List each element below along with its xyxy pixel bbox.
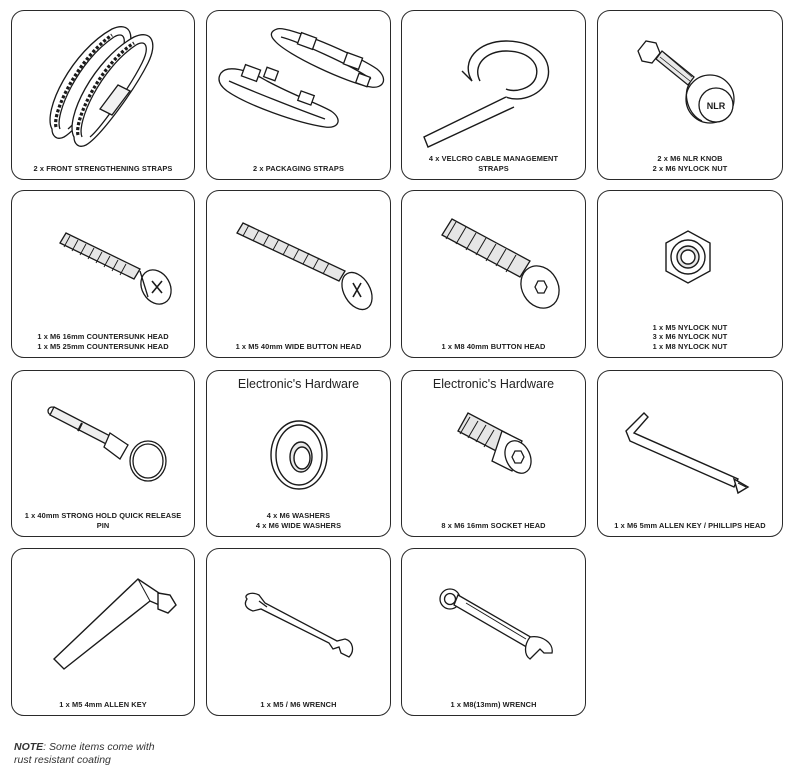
caption-line: 1 x M5 NYLOCK NUT	[652, 322, 728, 332]
caption-line: 2 x FRONT STRENGTHENING STRAPS	[33, 163, 173, 173]
caption-line: 2 x M6 NLR KNOB	[657, 154, 723, 163]
item-card-socket-head	[401, 370, 586, 537]
caption-line: 1 x M8 40mm BUTTON HEAD	[441, 341, 546, 351]
caption-line: 1 x M5 4mm ALLEN KEY	[59, 699, 147, 709]
item-card-nylock-nuts	[597, 190, 783, 358]
caption-line: PIN	[96, 520, 110, 530]
item-card-washers	[206, 370, 391, 537]
item-card-countersunk-head	[11, 190, 195, 358]
item-card-allen-key	[11, 548, 195, 716]
caption	[602, 323, 778, 352]
caption-line: 1 x M5 / M6 WRENCH	[260, 699, 337, 709]
caption	[211, 164, 386, 174]
front-strengthening-straps-image	[12, 11, 195, 180]
m5-m6-wrench-image	[207, 549, 391, 716]
caption-line: 3 x M6 NYLOCK NUT	[652, 332, 728, 341]
m8-button-head-screw-image	[402, 191, 586, 358]
caption-line: 8 x M6 16mm SOCKET HEAD	[441, 520, 546, 530]
item-card-m5-m6-wrench	[206, 548, 391, 716]
caption-line: 4 x M6 WASHERS	[266, 511, 331, 520]
allen-phillips-key-image	[598, 371, 783, 537]
caption-line: 2 x M6 NYLOCK NUT	[652, 163, 728, 173]
caption-line: 1 x M8(13mm) WRENCH	[450, 699, 537, 709]
caption	[16, 164, 190, 174]
caption	[406, 700, 581, 710]
caption	[406, 342, 581, 352]
caption-line: 4 x VELCRO CABLE MANAGEMENT	[428, 154, 559, 163]
socket-head-screw-image	[402, 371, 586, 537]
caption	[211, 342, 386, 352]
item-card-m8-button-head	[401, 190, 586, 358]
item-card-velcro-cable-straps	[401, 10, 586, 180]
note-text: rust resistant coating	[14, 754, 111, 766]
caption-line: 1 x 40mm STRONG HOLD QUICK RELEASE	[24, 511, 182, 520]
caption-line: 4 x M6 WIDE WASHERS	[255, 520, 342, 530]
note-text: : Some items come with	[43, 741, 155, 753]
caption-line: 1 x M8 NYLOCK NUT	[652, 341, 728, 351]
note-label: NOTE	[14, 741, 44, 753]
item-card-nlr-knob	[597, 10, 783, 180]
caption-line: 1 x M6 5mm ALLEN KEY / PHILLIPS HEAD	[614, 520, 766, 530]
caption	[406, 154, 581, 173]
caption-line: 2 x PACKAGING STRAPS	[253, 163, 344, 173]
caption	[211, 700, 386, 710]
wide-button-head-screw-image	[207, 191, 391, 358]
caption-line: 1 x M5 25mm COUNTERSUNK HEAD	[37, 341, 169, 351]
caption	[602, 154, 778, 173]
item-card-front-strengthening-straps	[11, 10, 195, 180]
card-header: Electronic's Hardware	[432, 377, 555, 391]
item-card-packaging-straps	[206, 10, 391, 180]
caption-line: 1 x M6 16mm COUNTERSUNK HEAD	[37, 332, 169, 341]
caption	[16, 700, 190, 710]
packaging-straps-image	[207, 11, 391, 180]
caption-line: 1 x M5 40mm WIDE BUTTON HEAD	[235, 341, 362, 351]
knob-logo: NLR	[706, 101, 726, 111]
caption	[16, 332, 190, 351]
item-card-wide-button-head	[206, 190, 391, 358]
card-header: Electronic's Hardware	[237, 377, 360, 391]
caption	[16, 511, 190, 530]
item-card-allen-phillips-key	[597, 370, 783, 537]
m8-wrench-image	[402, 549, 586, 716]
rust-coating-note	[14, 741, 155, 767]
item-card-m8-wrench	[401, 548, 586, 716]
caption	[406, 521, 581, 531]
allen-key-image	[12, 549, 195, 716]
caption	[602, 521, 778, 531]
caption-line: STRAPS	[478, 163, 509, 173]
item-card-quick-release-pin	[11, 370, 195, 537]
caption	[211, 511, 386, 530]
